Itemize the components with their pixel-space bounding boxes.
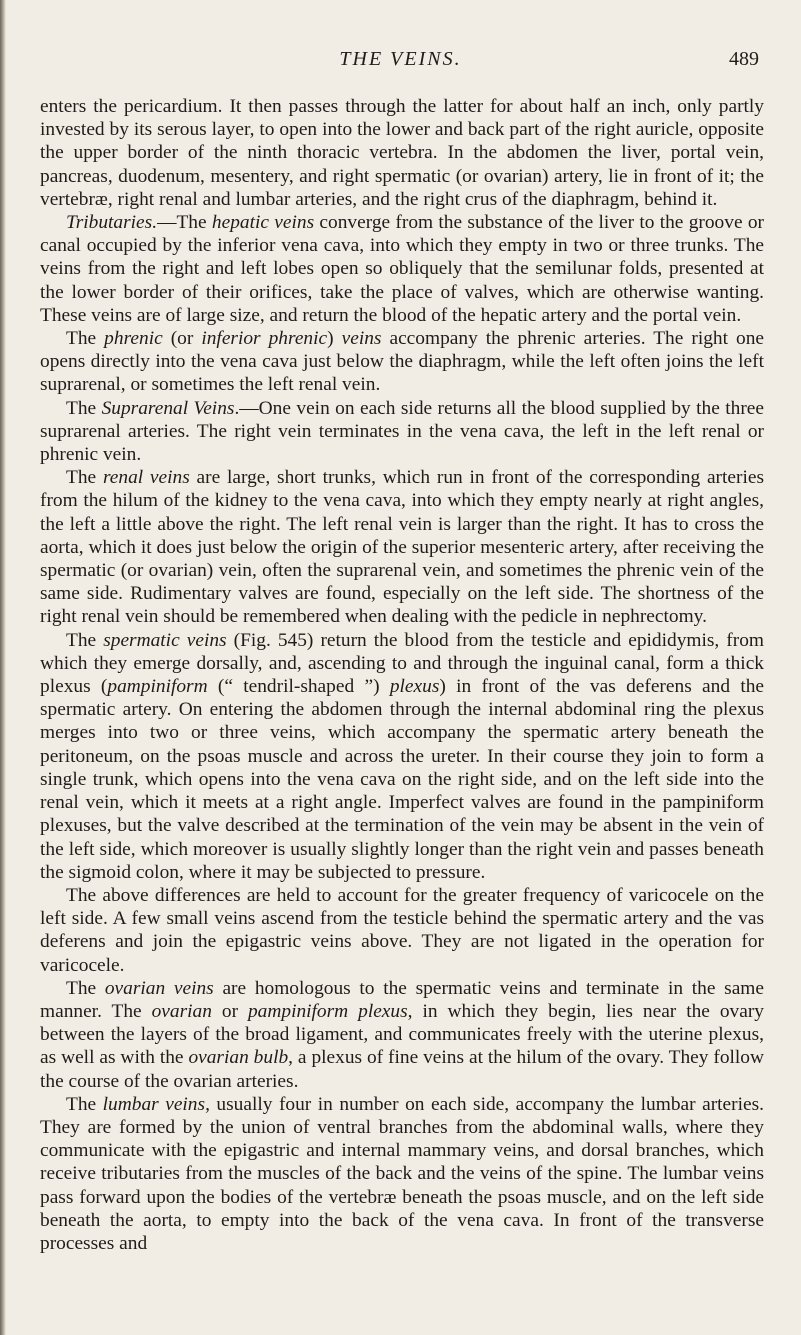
term-hepatic-veins: hepatic veins	[211, 212, 315, 234]
paragraph-text: are homologous to the spermatic veins and terminate in the same manner. The	[40, 977, 764, 1022]
paragraph-text: (Fig. 545) return the blood from the testicle and epididymis, from which they emerge dorsally, and, ascending to and through the inguinal canal, form a thick plexus (	[40, 629, 764, 698]
paragraph-continuation	[40, 95, 764, 211]
paragraph-text: ) in front of the vas deferens and the spermatic artery. On entering the abdomen through the internal abdominal ring the plexus merges into two or three veins, which accompany the spermatic artery beneath the peritoneum, on the psoas muscle and across the ureter. In their course they join to form a single trunk, which opens into the vena cava on the right side, and on the left side into the renal vein, which it meets at a right angle. Imperfect valves are found in the pampiniform plexuses, but the valve described at the termination of the vein may be absent in the vein of the left side, which moreover is usually slightly longer than the right vein and passes beneath the sigmoid colon, where it may be subjected to pressure.	[40, 676, 765, 883]
term-spermatic-veins: spermatic veins	[103, 629, 227, 651]
paragraph-spermatic	[40, 629, 764, 884]
section-heading: Tributaries.	[66, 212, 158, 234]
paragraph-varicocele	[40, 884, 764, 977]
running-title: THE VEINS.	[339, 48, 462, 70]
paragraph-text: The	[66, 328, 105, 350]
term-plexus: plexus	[389, 676, 440, 698]
term-ovarian-veins: ovarian veins	[104, 977, 214, 999]
term-pampiniform: pampiniform	[107, 676, 208, 698]
paragraph-text: (or	[162, 328, 202, 350]
term-renal-veins: renal veins	[102, 467, 190, 489]
paragraph-text: The	[66, 397, 102, 419]
term-ovarian: ovarian	[151, 1000, 212, 1022]
paragraph-text: .—One vein on each side returns all the blood supplied by the three suprarenal arteries. The right vein terminates in the vena cava, the left in the left renal or phrenic vein.	[40, 397, 764, 466]
term-suprarenal-veins: Suprarenal Veins	[101, 397, 235, 419]
paragraph-text: The	[66, 467, 103, 489]
paragraph-ovarian	[40, 977, 764, 1093]
paragraph-text: —The	[157, 212, 212, 234]
paragraph-text: converge from the substance of the liver to the groove or canal occupied by the inferior vena cava, into which they empty in two or three trunks. The veins from the right and left lobes open so obliquely that the semilunar folds, presented at the lower border of their orifices, take the place of valves, which are otherwise wanting. These veins are of large size, and return the blood of the hepatic artery and the portal vein.	[40, 212, 764, 326]
paragraph-text: or	[211, 1000, 248, 1022]
page-binding-edge	[0, 0, 6, 1335]
paragraph-tributaries	[40, 211, 764, 327]
term-phrenic: phrenic	[104, 328, 163, 350]
paragraph-text: , usually four in number on each side, accompany the lumbar arteries. They are formed by the union of ventral branches from the abdominal walls, where they communicate with the epigastric and internal mammary veins, and dorsal branches, which receive tributaries from the muscles of the back and the veins of the spine. The lumbar veins pass forward upon the bodies of the vertebræ beneath the psoas muscle, and on the left side beneath the aorta, to empty into the back of the vena cava. In front of the transverse processes and	[40, 1093, 764, 1254]
paragraph-phrenic	[40, 327, 764, 397]
page-number: 489	[729, 48, 759, 70]
term-pampiniform-plexus: pampiniform plexus	[247, 1000, 408, 1022]
paragraph-text: enters the pericardium. It then passes through the latter for about half an inch, only partly invested by its serous layer, to open into the lower and back part of the right auricle, opposite the upper border of the ninth thoracic vertebra. In the abdomen the liver, portal vein, pancreas, duodenum, mesentery, and right spermatic (or ovarian) artery, lie in front of it; the vertebræ, right renal and lumbar arteries, and the right crus of the diaphragm, behind it.	[40, 96, 764, 210]
paragraph-text: The	[66, 629, 104, 651]
paragraph-text: The	[66, 977, 105, 999]
paragraph-text: )	[327, 328, 342, 350]
page-header	[0, 48, 801, 78]
term-ovarian-bulb: ovarian bulb	[188, 1047, 289, 1069]
term-veins: veins	[341, 328, 382, 350]
term-lumbar-veins: lumbar veins	[102, 1093, 206, 1115]
paragraph-suprarenal	[40, 397, 764, 467]
paragraph-text: accompany the phrenic arteries. The right one opens directly into the vena cava just below the diaphragm, while the left often joins the left suprarenal, or sometimes the left renal vein.	[40, 328, 765, 396]
paragraph-text: The	[66, 1093, 103, 1115]
paragraph-text: The above differences are held to account for the greater frequency of varicocele on the left side. A few small veins ascend from the testicle behind the spermatic artery and the vas deferens and join the epigastric veins above. They are not ligated in the operation for varicocele.	[40, 884, 764, 976]
paragraph-renal	[40, 466, 764, 628]
paragraph-text: (“ tendril-shaped ”)	[207, 676, 390, 698]
paragraph-text: , a plexus of fine veins at the hilum of the ovary. They follow the course of the ovarian arteries.	[40, 1047, 764, 1092]
paragraph-text: , in which they begin, lies near the ovary between the layers of the broad ligament, and communicates freely with the uterine plexus, as well as with the	[40, 1000, 764, 1069]
paragraph-lumbar	[40, 1093, 764, 1255]
body-text	[40, 95, 764, 1255]
paragraph-text: are large, short trunks, which run in front of the corresponding arteries from the hilum of the kidney to the vena cava, into which they empty nearly at right angles, the left a little above the right. The left renal vein is larger than the right. It has to cross the aorta, which it does just below the origin of the superior mesenteric artery, after receiving the spermatic (or ovarian) vein, often the suprarenal vein, and sometimes the phrenic vein of the same side. Rudimentary valves are found, especially on the left side. The shortness of the right renal vein should be remembered when dealing with the pedicle in nephrectomy.	[40, 467, 764, 628]
term-inferior-phrenic: inferior phrenic	[201, 328, 328, 350]
